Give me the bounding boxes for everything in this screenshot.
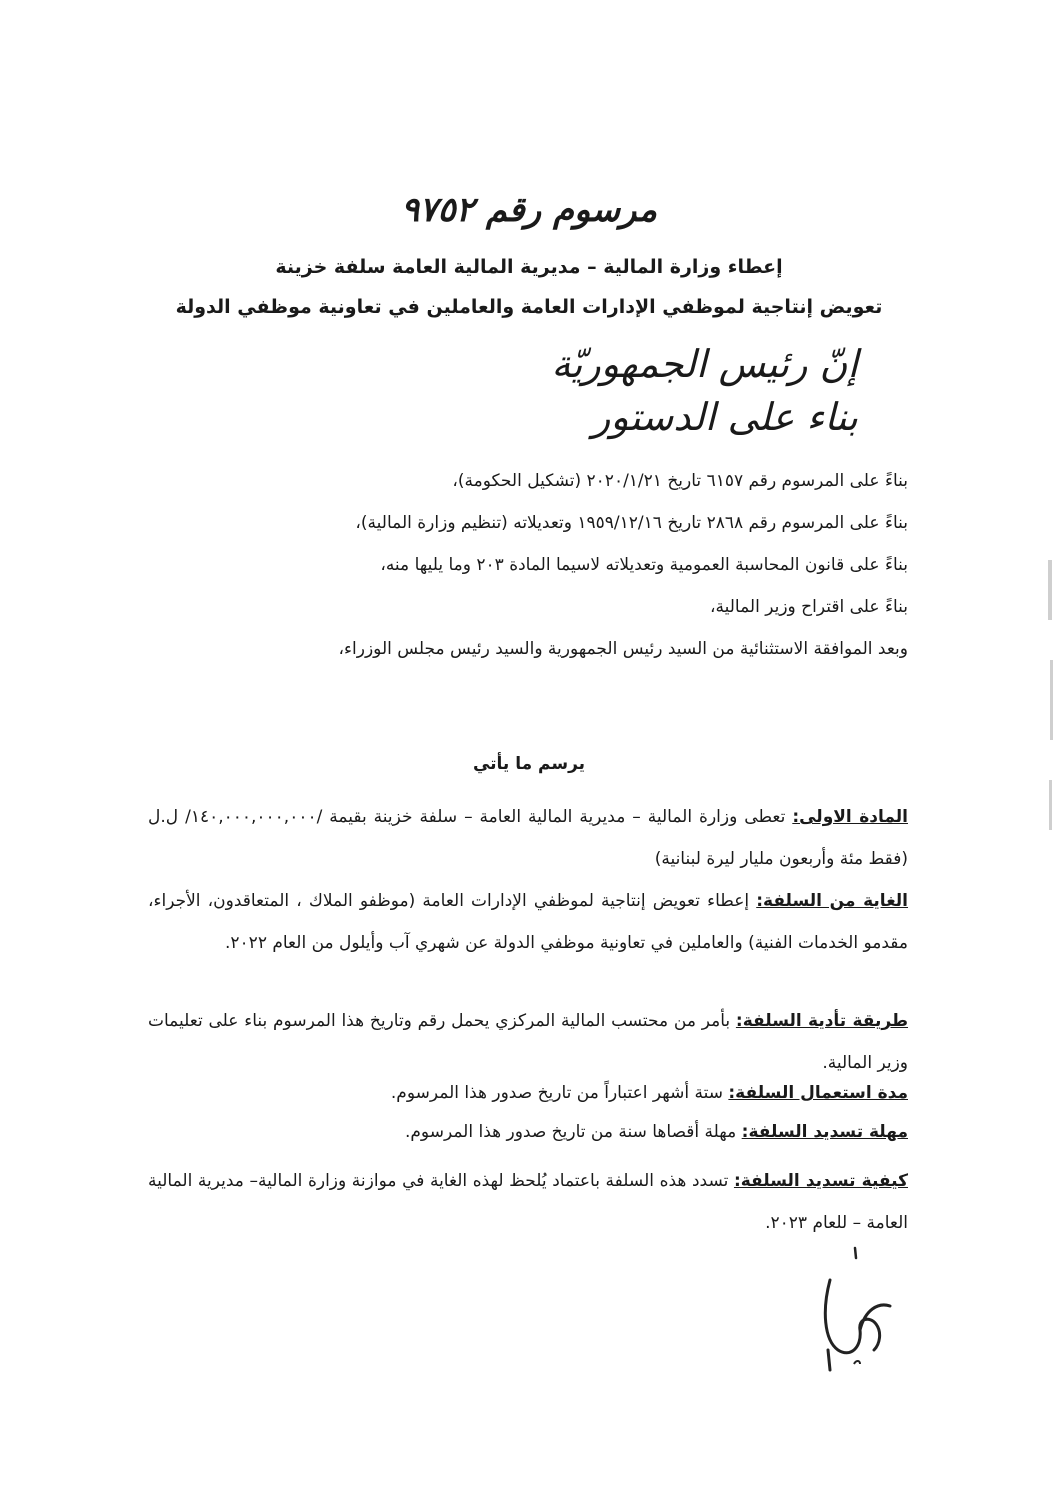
repayment-method-clause [148,1160,908,1244]
purpose-label: الغاية من السلفة: [756,891,909,911]
margin-scan-mark [1050,660,1053,740]
payment-method-label: طريقة تأدية السلفة: [735,1011,909,1031]
usage-period-clause [148,1082,908,1104]
repayment-deadline-label: مهلة تسديد السلفة: [741,1122,908,1142]
signature-mark [810,1240,900,1380]
repayment-deadline-clause [148,1121,908,1143]
article-one [148,796,908,880]
decree-subtitle-2: تعويض إنتاجية لموظفي الإدارات العامة والعاملين في تعاونية موظفي الدولة [175,296,883,318]
decrees-heading: يرسم ما يأتي [472,754,586,774]
usage-period-label: مدة استعمال السلفة: [728,1083,908,1103]
president-line: إنّ رئيس الجمهوريّة [551,342,858,386]
repayment-method-label: كيفية تسديد السلفة: [733,1171,908,1191]
preamble-line: بناءً على المرسوم رقم ٦١٥٧ تاريخ ٢٠٢٠/١/٢١ (تشكيل الحكومة)، [452,471,908,491]
preamble-line: بناءً على قانون المحاسبة العمومية وتعديلاته لاسيما المادة ٢٠٣ وما يليها منه، [380,555,908,575]
preamble-line: وبعد الموافقة الاستثنائية من السيد رئيس الجمهورية والسيد رئيس مجلس الوزراء، [338,639,908,659]
repayment-deadline-text: مهلة أقصاها سنة من تاريخ صدور هذا المرسوم. [405,1122,742,1142]
payment-method-text: بأمر من محتسب المالية المركزي يحمل رقم وتاريخ هذا المرسوم بناء على تعليمات وزير المالية. [148,1011,908,1073]
margin-scan-mark [1048,560,1052,620]
repayment-method-text: تسدد هذه السلفة باعتماد يُلحظ لهذه الغاية في موازنة وزارة المالية– مديرية المالية العامة – للعام ٢٠٢٣. [148,1171,908,1233]
purpose-text: إعطاء تعويض إنتاجية لموظفي الإدارات العامة (موظفو الملاك ، المتعاقدون، الأجراء، مقدمو الخدمات الفنية) والعاملين في تعاونية موظفي الدولة عن شهري آب وأيلول من العام ٢٠٢٢. [148,891,908,953]
decree-title: مرسوم رقم ٩٧٥٢ [400,190,658,230]
constitution-line: بناء على الدستور [592,395,858,439]
margin-scan-mark [1049,780,1052,830]
payment-method-clause [148,1000,908,1084]
preamble-line: بناءً على اقتراح وزير المالية، [710,597,908,617]
article-one-text: تعطى وزارة المالية – مديرية المالية العامة – سلفة خزينة بقيمة /١٤٠,٠٠٠,٠٠٠,٠٠٠/ ل.ل (فقط مئة وأربعون مليار ليرة لبنانية) [148,807,908,869]
decree-subtitle: إعطاء وزارة المالية – مديرية المالية العامة سلفة خزينة [275,256,783,278]
purpose-clause [148,880,908,964]
preamble-line: بناءً على المرسوم رقم ٢٨٦٨ تاريخ ١٩٥٩/١٢/١٦ وتعديلاته (تنظيم وزارة المالية)، [355,513,908,533]
usage-period-text: ستة أشهر اعتباراً من تاريخ صدور هذا المرسوم. [390,1083,729,1103]
article-one-label: المادة الاولى: [792,807,908,827]
